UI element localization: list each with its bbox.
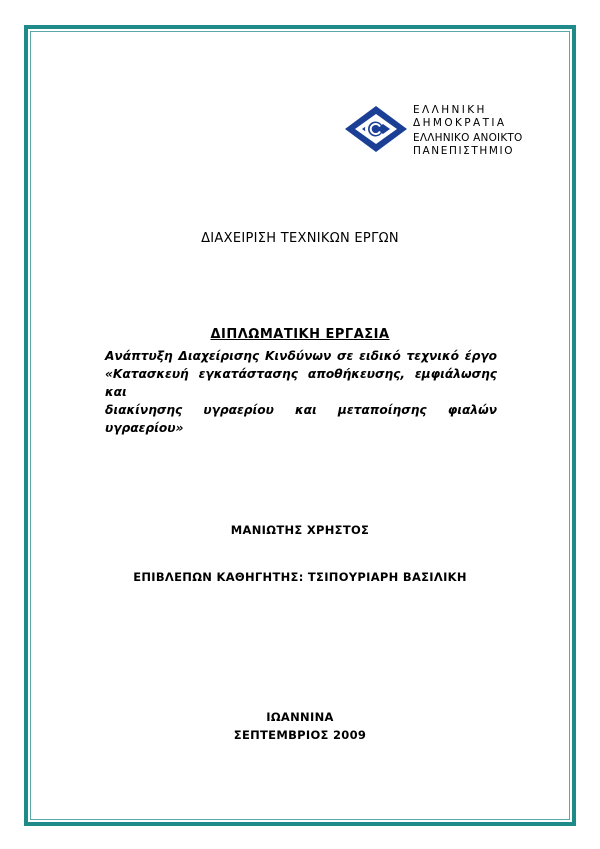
- course-title: ΔΙΑΧΕΙΡΙΣΗ ΤΕΧΝΙΚΩΝ ΕΡΓΩΝ: [201, 231, 399, 246]
- university-logo-icon: [343, 104, 409, 154]
- university-name: [413, 104, 523, 157]
- subject-line-1: Ανάπτυξη Διαχείρισης Κινδύνων σε ειδικό τεχνικό έργο: [105, 349, 497, 363]
- supervisor-name: ΕΠΙΒΛΕΠΩΝ ΚΑΘΗΓΗΤΗΣ: ΤΣΙΠΟΥΡΙΑΡΗ ΒΑΣΙΛΙΚΗ: [133, 570, 467, 584]
- logo-line-3: ΕΛΛΗΝΙΚΟ ΑΝΟΙΚΤΟ: [413, 132, 523, 144]
- logo-line-2: ΔΗΜΟΚΡΑΤΙΑ: [413, 116, 507, 129]
- subject-line-3: διακίνησης υγραερίου και μεταποίησης φιαλών υγραερίου»: [105, 403, 497, 435]
- author-name: ΜΑΝΙΩΤΗΣ ΧΡΗΣΤΟΣ: [230, 523, 370, 537]
- city-name: ΙΩΑΝΝΙΝΑ: [266, 710, 334, 724]
- subject-line-2: «Κατασκευή εγκατάστασης αποθήκευσης, εμφιάλωσης και: [105, 367, 497, 399]
- logo-line-1: ΕΛΛΗΝΙΚΗ: [413, 104, 487, 116]
- logo-line-4: ΠΑΝΕΠΙΣΤΗΜΙΟ: [413, 144, 515, 157]
- thesis-subject: [105, 347, 497, 437]
- submission-date: ΣΕΠΤΕΜΒΡΙΟΣ 2009: [233, 728, 367, 742]
- thesis-heading: ΔΙΠΛΩΜΑΤΙΚΗ ΕΡΓΑΣΙΑ: [210, 327, 390, 342]
